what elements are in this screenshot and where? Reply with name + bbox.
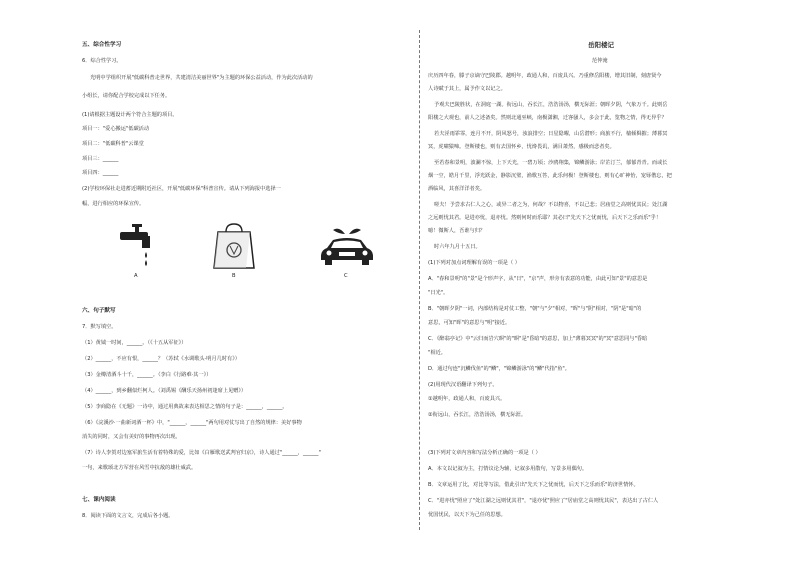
para3-line-2: 冥，虎啸猿啼。登斯楼也，则有去国怀乡，忧谗畏讥，满目萧然，感极而悲者矣。 [428, 144, 615, 150]
para5-line-1: 嗟夫！予尝求古仁人之心，或异二者之为，何哉？不以物喜，不以己悲；居庙堂之高则忧其民；处江湖 [434, 202, 668, 208]
para2-line-1: 予观夫巴陵胜状，在洞庭一湖。衔远山，吞长江，浩浩汤汤，横无际涯；朝晖夕阴，气象万千。此则岳 [434, 102, 668, 108]
poem-blank-2: （2）______，不应有恨，______？（苏轼《水调歌头·明月几时有》） [82, 356, 240, 362]
poster-label-a: A [134, 273, 138, 279]
subquestion-2-line-2: 幅，进行相应的环保宣传。 [82, 201, 145, 207]
poem-blank-7-line-1: （7）诗人李贺对边塞军旅生活有着特殊的爱，比如《白雁歌送武判官归京》，诗人通过"______，______" [82, 450, 321, 456]
q2-sentence-2: ②衔远山，吞长江，浩浩汤汤，横无际涯。 [428, 412, 527, 418]
para1-line-2: 人诗赋于其上，属予作文以记之。 [428, 86, 506, 92]
section7-title: 七、课内阅读 [82, 497, 116, 503]
question-8: 8．阅读下面的文言文，完成后各小题。 [82, 513, 174, 519]
project-2: 项目二："低碳科普"云课堂 [82, 141, 144, 147]
poem-blank-3: （3）金樽清酒斗十千，______。（李白《行路难·其一》） [82, 372, 212, 378]
eco-car-icon [319, 224, 375, 266]
q1-option-c-line-2: "相近。 [428, 350, 446, 356]
question-2: (2)用现代汉语翻译下列句子。 [428, 382, 498, 388]
intro-line-2: 小组长，请你配合学校完成以下任务。 [82, 93, 171, 99]
intro-line-1: 光明中学组织开展"低碳科普走世界，共建清洁美丽世界"为主题的环保公益活动，作为此次活动的 [90, 75, 313, 81]
para5-line-2: 之远则忧其君。是进亦忧，退亦忧。然则何时而乐耶？其必曰"先天下之忧而忧，后天下之乐而乐"乎！ [428, 215, 662, 221]
project-3: 项目三：______ [82, 156, 119, 162]
passage-title: 岳阳楼记 [588, 41, 614, 49]
poem-blank-7-line-2: 一句，来歌颂北方军营在风雪中抗敌的雄壮威武。 [82, 465, 197, 471]
passage-date: 时六年九月十五日。 [434, 244, 481, 250]
poster-label-b: B [232, 273, 236, 279]
subquestion-1: (1)请根据主题设计两个符合主题的项目。 [82, 112, 178, 118]
q3-option-c-line-1: C．"进亦忧"照应了"处江湖之远则忧其君"，"退亦忧"照应了"居庙堂之高则忧其民"，表达出了古仁人 [428, 498, 659, 504]
shopping-bag-icon [212, 222, 256, 270]
q1-option-c-line-1: C．《醉翁亭记》中"云归而岩穴暝"的"暝"是"昏暗"的意思，加上"薄暮冥冥"的"冥"意思同与"昏暗 [428, 336, 648, 342]
section6-title: 六、句子默写 [82, 308, 116, 314]
faucet-icon [118, 222, 158, 268]
poem-blank-1: （1）黄钺一时间，______。（《十五从军征》） [82, 340, 187, 346]
para5-line-3: 噫！微斯人，吾谁与归？ [428, 228, 486, 234]
column-divider [419, 30, 420, 530]
poster-label-c: C [344, 273, 348, 279]
para1-line-1: 庆历四年春，滕子京谪守巴陵郡。越明年，政通人和，百废具兴。乃重修岳阳楼，增其旧制，刻唐贤今 [428, 73, 662, 79]
question-1: (1)下列对加点词理解有误的一项是（ ） [428, 260, 520, 266]
q3-option-c-line-2: 忧国忧民，以天下为己任的思想。 [428, 512, 506, 518]
section5-title: 五、综合性学习 [82, 42, 122, 48]
poem-blank-4: （4）______，到乡翻似烂柯人。（刘禹锡《酬乐天扬州初逢席上见赠》） [82, 388, 247, 394]
para4-line-3: 酒临风，其喜洋洋者矣。 [428, 186, 486, 192]
q1-option-a-line-1: A．"春和景明"的"景"是个形声字，从"日"，"京"声，形旁有表意的功能，由此可知"景"的意思是 [428, 276, 648, 282]
project-1: 项目一："爱心搬运"低碳活动 [82, 126, 150, 132]
q1-option-b-line-1: B．"朝晖夕阴"一词，内部结构是对仗工整，"朝"与"夕"相对，"晖"与"阴"相对，"阴"是"暗"的 [428, 306, 642, 312]
para4-line-2: 烟一空，皓月千里，浮光跃金，静影沉璧，渔歌互答，此乐何极！登斯楼也，则有心旷神怡，宠辱偕忘，把 [428, 173, 672, 179]
para2-line-2: 阳楼之大观也，前人之述备矣。然则北通巫峡，南极潇湘，迁客骚人，多会于此，览物之情，得无异乎？ [428, 115, 667, 121]
q3-option-a: A．本文以记叙为主，打情议论为辅，记叙多用散句，写景多用偶句。 [428, 466, 588, 472]
para3-line-1: 若夫淫雨霏霏，连月不开，阴风怒号，浊浪排空；日星隐曜，山岳潜形；商旅不行，樯倾楫摧；薄暮冥 [434, 131, 668, 137]
q1-option-b-line-2: 意思，可知"晖"的意思与"明"接近。 [428, 320, 511, 326]
question-3: (3)下列对文章内容和写法分析正确的一项是（ ） [428, 450, 541, 456]
question-7: 7．默写填空。 [82, 324, 117, 330]
subquestion-2-line-1: (2)学校环保社走进蓄近期附近社区，开展"低碳环保"科普宣传。请从下列海报中选择一 [82, 186, 281, 192]
question-6: 6．综合性学习。 [82, 58, 122, 64]
q1-option-a-line-2: "日光"。 [428, 290, 449, 296]
para4-line-1: 至若春和景明，波澜不惊，上下天光，一碧万顷；沙鸥翔集，锦鳞游泳；岸芷汀兰，郁郁青青。而或长 [434, 160, 668, 166]
q2-sentence-1: ①越明年，政通人和，百废具兴。 [428, 396, 506, 402]
q1-option-d: D．通过句连"沉鳞伐鱼"的"鳞"，"锦鳞游泳"的"鳞"代指"鱼"。 [428, 366, 570, 372]
q3-option-b: B．文章运用了比，对比等写法，借此引出"先天下之忧而忧，后天下之乐而乐"的济世情怀。 [428, 482, 639, 488]
project-4: 项目四：______ [82, 170, 119, 176]
passage-author: 范仲淹 [592, 58, 608, 64]
poem-blank-6-line-1: （6）《浣溪沙·一曲新词酒一杯》中，"______，______"两句用对仗写出了自然的规律：美好事物 [82, 420, 302, 426]
poem-blank-6-line-2: 消失的同时，又会有美好的事物再次出现。 [82, 434, 181, 440]
poem-blank-5: （5）李商隐在《无题》一诗中，通过用典故来表达相思之情的句子是：______，______。 [82, 404, 288, 410]
